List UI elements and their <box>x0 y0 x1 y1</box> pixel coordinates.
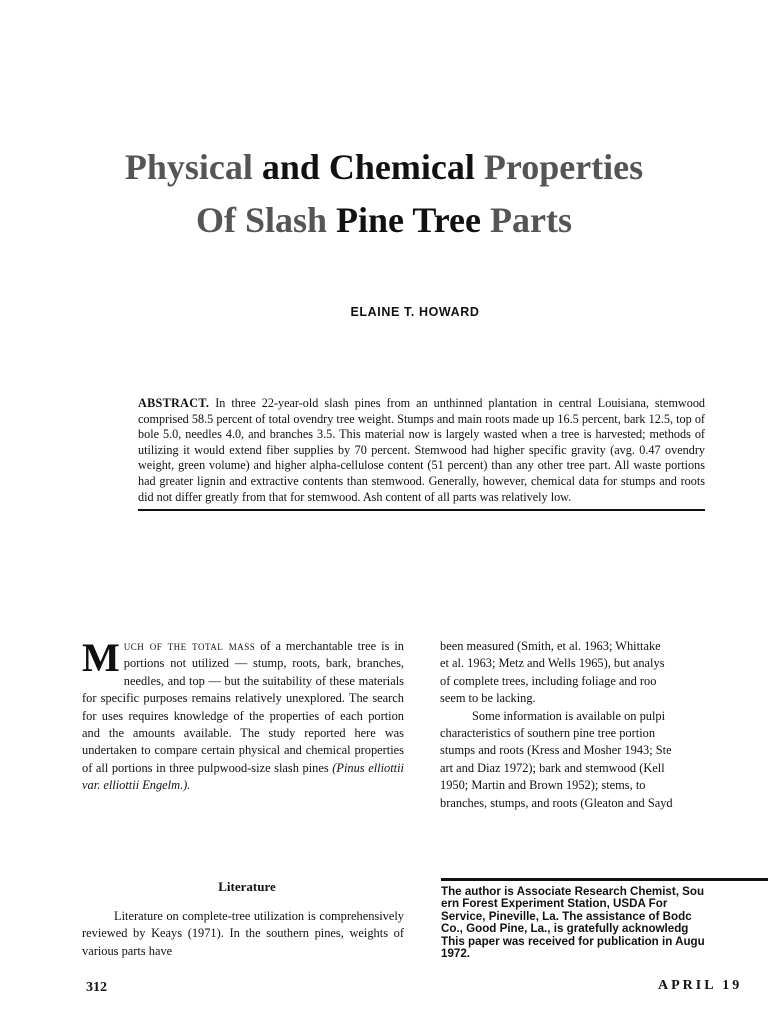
title-word-pine-tree: Pine Tree <box>336 200 482 240</box>
literature-text: Literature on complete-tree utilization is comprehensively reviewed by Keays (1971). In the southern pines, weights of various parts have <box>82 909 404 958</box>
abstract-label: ABSTRACT. <box>138 396 210 410</box>
right-line: seem to be lacking. <box>440 691 536 706</box>
right-line: 1950; Martin and Brown 1952); stems, to <box>440 778 646 793</box>
abstract-text: In three 22-year-old slash pines from an unthinned plantation in central Louisiana, stemwood comprised 58.5 percent of total ovendry tree weight. Stumps and main roots made up 16.5 percent, bark 12.5, top of bole 5.0, needles 4.0, and branches 3.5. This material now is largely wasted when a tree is harvested; methods of utilizing it would extend fiber supplies by 70 percent. Stemwood had higher specific gravity (avg. 0.47 ovendry weight, green volume) and higher alpha-cellulose content (51 percent) than any other tree part. All waste portions had greater lignin and extractive contents than stemwood. Generally, however, chemical data for stumps and roots did not differ greatly from that for stemwood. Ash content of all parts was relatively low. <box>138 396 706 504</box>
right-line: been measured (Smith, et al. 1963; Whittake <box>440 639 661 653</box>
drop-cap: M <box>82 635 120 680</box>
right-column-text <box>440 638 768 812</box>
right-line: branches, stumps, and roots (Gleaton and Sayd <box>440 795 673 810</box>
title-line-1 <box>0 140 768 194</box>
right-line: Some information is available on pulpi <box>472 708 666 723</box>
author-name: ELAINE T. HOWARD <box>350 305 480 319</box>
footnote-line: This paper was received for publication in Augu <box>441 934 705 948</box>
right-line: et al. 1963; Metz and Wells 1965), but analys <box>440 656 665 671</box>
footnote-line: 1972. <box>441 947 471 961</box>
author-footnote <box>441 878 768 960</box>
right-line: characteristics of southern pine tree portion <box>440 726 656 741</box>
title-word-physical: Physical <box>124 147 253 187</box>
title-word-of-slash: Of Slash <box>196 200 328 240</box>
footnote-line: Service, Pineville, La. The assistance of Bodc <box>441 909 692 923</box>
intro-species: (Pinus elliottii var. elliottii Engelm.). <box>82 760 404 793</box>
right-line: of complete trees, including foliage and roo <box>440 673 657 688</box>
right-line: art and Diaz 1972); bark and stemwood (Kell <box>440 760 665 775</box>
title-word-and-chemical: and Chemical <box>261 147 475 187</box>
page-number: 312 <box>86 980 107 995</box>
intro-paragraph <box>82 635 404 795</box>
running-head-date: APRIL 19 <box>658 978 743 993</box>
title-word-properties: Properties <box>483 147 644 187</box>
literature-heading: Literature <box>218 879 276 894</box>
footnote-line: The author is Associate Research Chemist, Sou <box>441 885 705 898</box>
intro-smallcaps: uch of the total mass <box>123 639 256 653</box>
title-line-2 <box>0 193 768 247</box>
intro-text: of a merchantable tree is in portions not utilized — stump, roots, bark, branches, needles, and top — but the suitability of these materials for specific purposes remains relatively unexplored. The search for uses requires knowledge of the properties of each portion and the amounts available. The study reported here was undertaken to compare certain physical and chemical properties of all portions in three pulpwood-size slash pines <box>82 639 404 775</box>
footnote-line: ern Forest Experiment Station, USDA For <box>441 897 668 911</box>
literature-paragraph <box>82 908 404 960</box>
footnote-line: Co., Good Pine, La., is gratefully acknowledg <box>441 922 689 936</box>
title-word-parts: Parts <box>490 200 572 240</box>
right-line: stumps and roots (Kress and Mosher 1943; Ste <box>440 743 672 758</box>
abstract <box>138 396 705 511</box>
